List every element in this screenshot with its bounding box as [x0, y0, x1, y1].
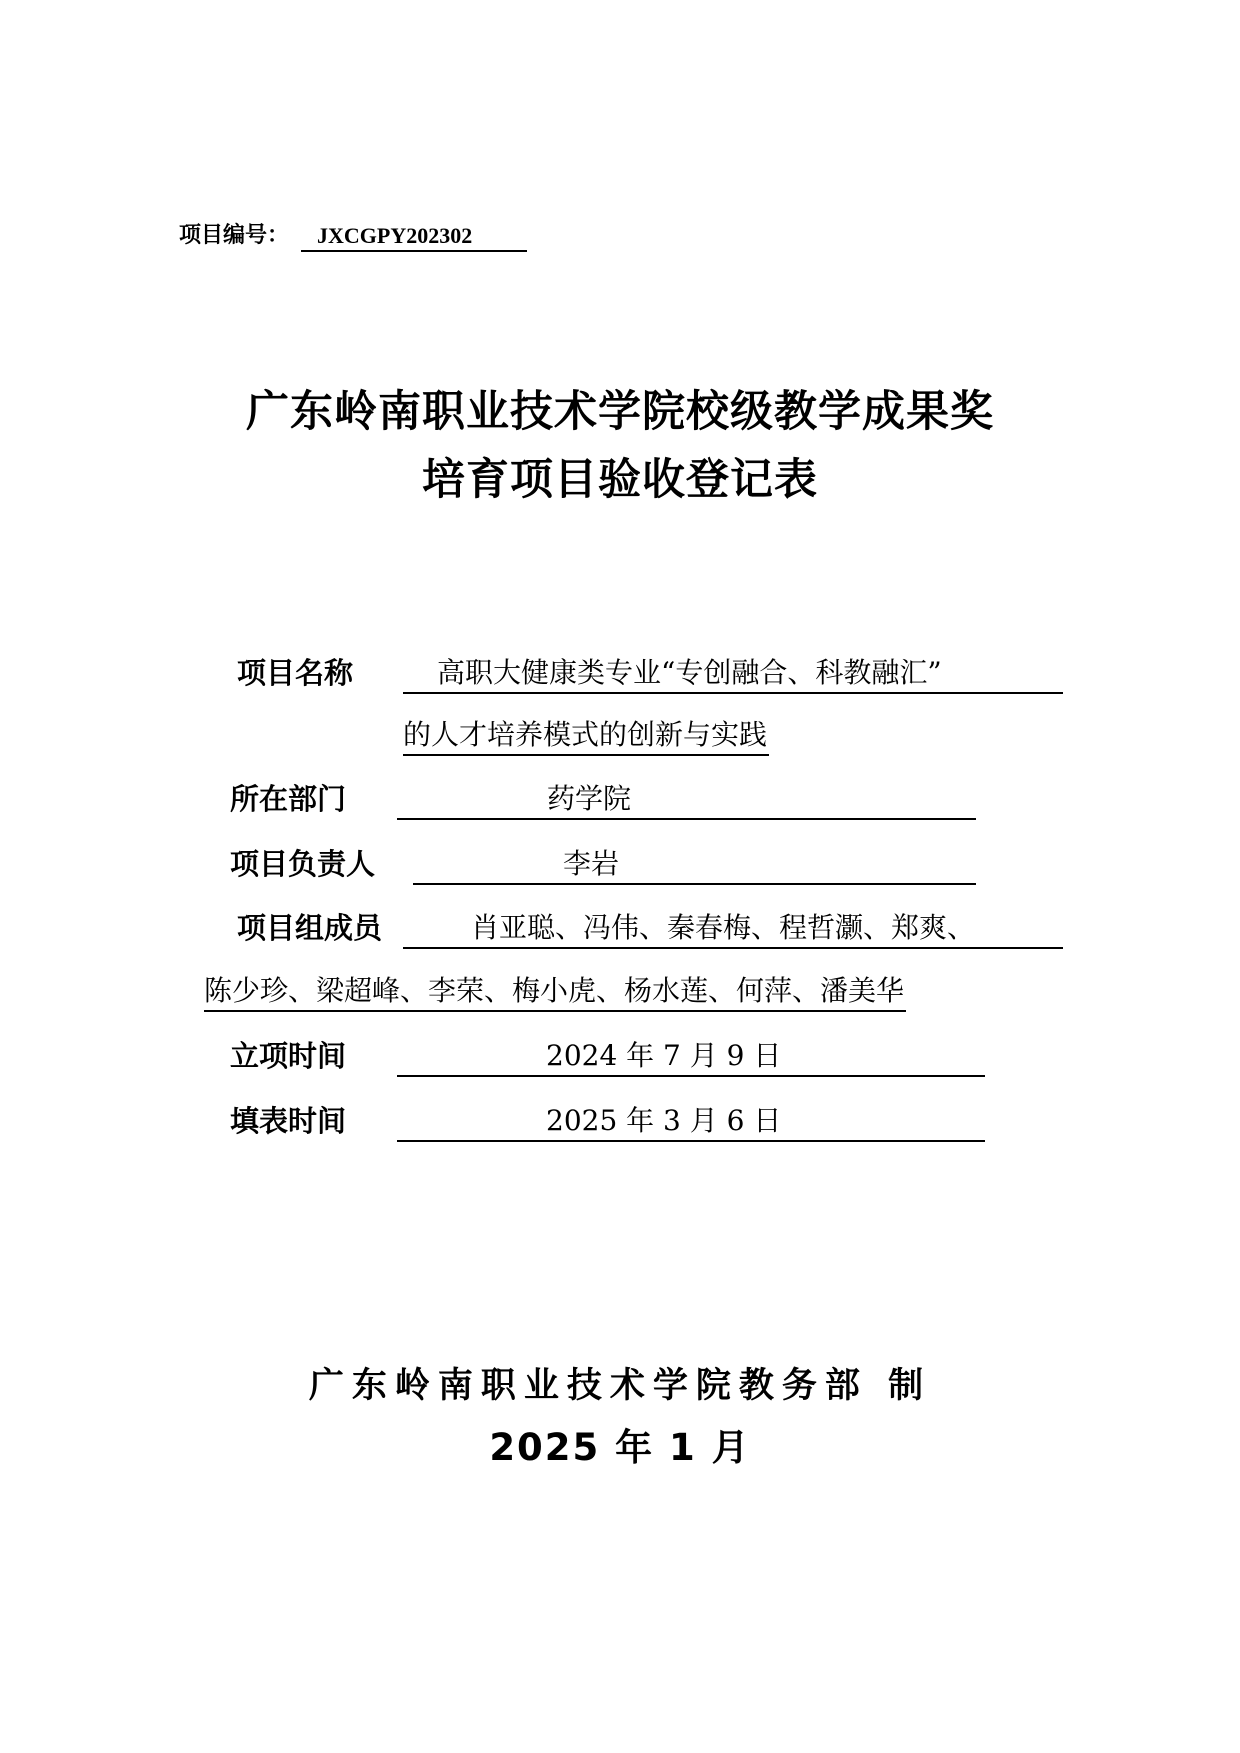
- start-date-label: 立项时间: [230, 1039, 347, 1073]
- document-title-line-2: 培育项目验收登记表: [422, 455, 818, 505]
- project-members-value-line-1: 肖亚聪、冯伟、秦春梅、程哲灏、郑爽、: [403, 909, 1063, 949]
- project-members-label: 项目组成员: [237, 911, 383, 945]
- issuing-organization: 广东岭南职业技术学院教务部 制: [308, 1366, 932, 1406]
- start-date-value: 2024 年 7 月 9 日: [397, 1037, 985, 1077]
- project-members-value-line-2: 陈少珍、梁超峰、李荣、梅小虎、杨水莲、何萍、潘美华: [204, 972, 906, 1012]
- project-number-label: 项目编号：: [179, 223, 290, 248]
- project-name-value-line-2: 的人才培养模式的创新与实践: [403, 716, 769, 756]
- project-name-value-line-1: 高职大健康类专业“专创融合、科教融汇”: [403, 654, 1063, 694]
- department-value: 药学院: [397, 780, 976, 820]
- project-name-label: 项目名称: [237, 656, 354, 690]
- project-number-value: JXCGPY202302: [301, 222, 527, 252]
- project-leader-value: 李岩: [413, 845, 976, 885]
- issue-date: 2025 年 1 月: [489, 1426, 751, 1469]
- department-label: 所在部门: [230, 782, 347, 816]
- project-leader-label: 项目负责人: [230, 847, 376, 881]
- fill-date-label: 填表时间: [230, 1104, 347, 1138]
- document-title-line-1: 广东岭南职业技术学院校级教学成果奖: [246, 387, 994, 437]
- fill-date-value: 2025 年 3 月 6 日: [397, 1102, 985, 1142]
